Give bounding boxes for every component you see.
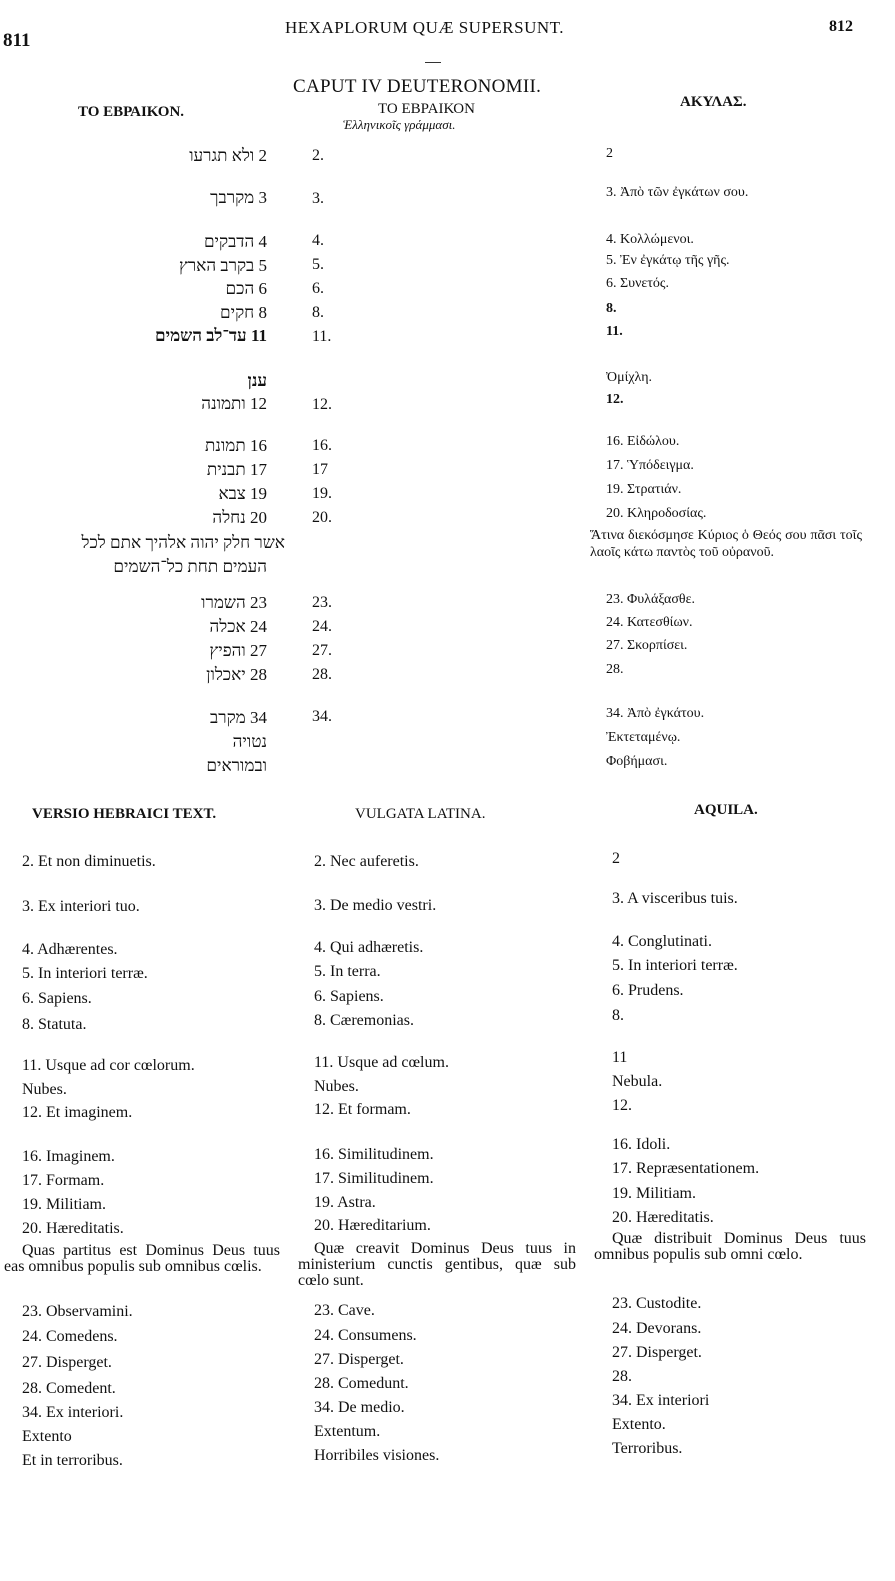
aquila-greek-row: Ὀμίχλη. [606, 370, 653, 385]
aquila-greek-row: Φοβήμασι. [606, 754, 668, 769]
vulgata-row: 11. Usque ad cœlum. [314, 1054, 449, 1071]
hebrew-row: 2 ולא תגרעו [189, 146, 267, 165]
aquila-latin-row: 3. A visceribus tuis. [612, 890, 738, 907]
versio-row: 4. Adhærentes. [22, 941, 118, 958]
hebrew-row: 3 מקרבך [210, 188, 267, 207]
hebrew-row: 16 תמונת [205, 436, 267, 455]
aquila-greek-row: 24. Κατεσθίων. [606, 615, 693, 630]
hebrew-row: 27 והפיץ [209, 641, 267, 660]
hebrew-row: ובמוראים [206, 756, 267, 775]
aquila-greek-row: 34. Ἀπὸ ἐγκάτου. [606, 706, 705, 721]
title-rule [425, 62, 441, 63]
vulgata-column-header: VULGATA LATINA. [355, 806, 486, 822]
aquila-greek-row: 8. [606, 301, 617, 316]
translit-row: 27. [312, 642, 332, 659]
translit-row: 12. [312, 396, 332, 413]
aquila-latin-row: 2 [612, 850, 620, 867]
vulgata-row: 20. Hæreditarium. [314, 1217, 431, 1234]
aquila-greek-row: 28. [606, 662, 624, 677]
vulgata-row: 24. Consumens. [314, 1327, 417, 1344]
translit-row: 20. [312, 509, 332, 526]
aquila-greek-column-header: ΑΚΥΛΑΣ. [680, 94, 747, 110]
translit-row: 19. [312, 485, 332, 502]
translit-row: 11. [312, 328, 332, 345]
versio-row: 12. Et imaginem. [22, 1104, 133, 1121]
aquila-latin-row: 17. Repræsentationem. [612, 1160, 760, 1177]
aquila-latin-row: 12. [612, 1097, 632, 1114]
caput-title: CAPUT IV DEUTERONOMII. [293, 76, 542, 97]
versio-row: 5. In interiori terræ. [22, 965, 148, 982]
vulgata-row: 27. Disperget. [314, 1351, 404, 1368]
aquila-latin-row: Terroribus. [612, 1440, 683, 1457]
vulgata-row: 6. Sapiens. [314, 988, 384, 1005]
versio-row: 28. Comedent. [22, 1380, 116, 1397]
aquila-latin-row: 11 [612, 1049, 628, 1066]
aquila-latin-row: 28. [612, 1368, 632, 1385]
versio-row: 16. Imaginem. [22, 1148, 115, 1165]
vulgata-row: Extentum. [314, 1423, 381, 1440]
versio-row: 6. Sapiens. [22, 990, 92, 1007]
aquila-latin-row: 8. [612, 1007, 624, 1024]
aquila-greek-row: 27. Σκορπίσει. [606, 638, 688, 653]
versio-row: Extento [22, 1428, 72, 1445]
aquila-latin-passage: Quæ distribuit Dominus Deus tuus omnibus populis sub omni cœlo. [594, 1230, 866, 1263]
versio-passage: Quas partitus est Dominus Deus tuus eas omnibus populis sub omnibus cœlis. [4, 1242, 280, 1275]
hebrew-row: 28 יאכלון [206, 665, 267, 684]
vulgata-passage: Quæ creavit Dominus Deus tuus in ministerium cunctis gentibus, quæ sub cœlo sunt. [298, 1240, 576, 1289]
aquila-greek-row: 3. Ἀπὸ τῶν ἐγκάτων σου. [606, 185, 749, 200]
versio-row: 23. Observamini. [22, 1303, 133, 1320]
hebrew-row: ענן [247, 371, 267, 390]
vulgata-row: Nubes. [314, 1078, 359, 1095]
translit-row: 6. [312, 280, 324, 297]
vulgata-row: 8. Cæremonias. [314, 1012, 414, 1029]
hebrew-row: 17 תבנית [206, 460, 267, 479]
aquila-latin-column-header: AQUILA. [694, 802, 758, 818]
aquila-greek-row: 11. [606, 324, 623, 339]
vulgata-row: 5. In terra. [314, 963, 381, 980]
versio-row: 8. Statuta. [22, 1016, 87, 1033]
versio-row: 11. Usque ad cor cœlorum. [22, 1057, 195, 1074]
vulgata-row: 19. Astra. [314, 1194, 376, 1211]
translit-row: 28. [312, 666, 332, 683]
hebrew-row: 24 אכלה [209, 617, 267, 636]
aquila-latin-row: 16. Idoli. [612, 1136, 671, 1153]
vulgata-row: 23. Cave. [314, 1302, 375, 1319]
vulgata-row: 4. Qui adhæretis. [314, 939, 424, 956]
hebrew-row: 6 הכם [225, 279, 267, 298]
aquila-greek-row: 2 [606, 146, 613, 161]
hebrew-column-header: ΤΟ ΕΒΡΑΙΚΟΝ. [78, 104, 185, 120]
vulgata-row: Horribiles visiones. [314, 1447, 440, 1464]
translit-row: 3. [312, 190, 324, 207]
running-title: HEXAPLORUM QUÆ SUPERSUNT. [285, 18, 565, 37]
hebrew-row: אשר חלק יהוה אלהיך אתם לכל [81, 533, 285, 552]
hebrew-row: 5 בקרב הארץ [178, 256, 267, 275]
versio-row: Nubes. [22, 1081, 67, 1098]
aquila-greek-row: 5. Ἐν ἐγκάτῳ τῆς γῆς. [606, 253, 730, 268]
hebrew-row: 23 השמרו [201, 593, 267, 612]
translit-row: 5. [312, 256, 324, 273]
vulgata-row: 28. Comedunt. [314, 1375, 409, 1392]
hebrew-row: העמים תחת כל־השמים [113, 557, 267, 576]
hebrew-row: 34 מקרב [210, 708, 267, 727]
versio-row: 17. Formam. [22, 1172, 105, 1189]
aquila-latin-row: Nebula. [612, 1073, 663, 1090]
aquila-latin-row: 6. Prudens. [612, 982, 684, 999]
aquila-latin-row: 23. Custodite. [612, 1295, 702, 1312]
translit-column-header: ΤΟ ΕΒΡΑΙΚΟΝ [378, 101, 475, 117]
aquila-latin-row: 4. Conglutinati. [612, 933, 712, 950]
translit-row: 17 [312, 461, 328, 478]
aquila-greek-row: 17. Ὑπόδειγμα. [606, 458, 694, 473]
aquila-latin-row: 24. Devorans. [612, 1320, 702, 1337]
translit-row: 23. [312, 594, 332, 611]
translit-column-subheader: Ἑλληνικοῖς γράμμασι. [343, 117, 456, 132]
translit-row: 34. [312, 708, 332, 725]
vulgata-row: 17. Similitudinem. [314, 1170, 434, 1187]
aquila-greek-row: Ἐκτεταμένῳ. [606, 730, 681, 745]
vulgata-row: 34. De medio. [314, 1399, 405, 1416]
page-number-right: 812 [829, 18, 853, 35]
versio-column-header: VERSIO HEBRAICI TEXT. [32, 806, 217, 822]
aquila-latin-row: 34. Ex interiori [612, 1392, 710, 1409]
aquila-greek-row: 4. Κολλώμενοι. [606, 232, 694, 247]
aquila-latin-row: 27. Disperget. [612, 1344, 702, 1361]
translit-row: 4. [312, 232, 324, 249]
vulgata-row: 12. Et formam. [314, 1101, 411, 1118]
page-number-left: 811 [3, 30, 31, 51]
versio-row: 34. Ex interiori. [22, 1404, 124, 1421]
aquila-greek-row: 16. Εἰδώλου. [606, 434, 680, 449]
versio-row: 3. Ex interiori tuo. [22, 898, 140, 915]
hebrew-row: 19 צבא [218, 484, 267, 503]
hebrew-row: 12 ותמונה [201, 394, 267, 413]
aquila-greek-row: 20. Κληροδοσίας. [606, 506, 707, 521]
translit-row: 2. [312, 147, 324, 164]
versio-row: Et in terroribus. [22, 1452, 123, 1469]
aquila-latin-row: 20. Hæreditatis. [612, 1209, 714, 1226]
hebrew-row: 11 עד־לב השמים [155, 326, 267, 345]
aquila-greek-row: 23. Φυλάξασθε. [606, 592, 695, 607]
aquila-latin-row: 19. Militiam. [612, 1185, 696, 1202]
vulgata-row: 2. Nec auferetis. [314, 853, 419, 870]
aquila-greek-row: 12. [606, 392, 624, 407]
hebrew-row: 4 הדבקים [203, 232, 267, 251]
hebrew-row: 8 חקים [220, 303, 267, 322]
translit-row: 24. [312, 618, 332, 635]
translit-row: 16. [312, 437, 332, 454]
hebrew-row: נטויה [232, 732, 267, 751]
versio-row: 20. Hæreditatis. [22, 1220, 124, 1237]
aquila-greek-row: 19. Στρατιάν. [606, 482, 682, 497]
aquila-greek-passage: Ἅτινα διεκόσμησε Κύριος ὁ Θεός σου πᾶσι τοῖς λαοῖς κάτω παντὸς τοῦ οὐρανοῦ. [590, 528, 862, 560]
aquila-greek-row: 6. Συνετός. [606, 276, 669, 291]
aquila-latin-row: Extento. [612, 1416, 666, 1433]
versio-row: 2. Et non diminuetis. [22, 853, 156, 870]
vulgata-row: 16. Similitudinem. [314, 1146, 434, 1163]
versio-row: 24. Comedens. [22, 1328, 118, 1345]
translit-row: 8. [312, 304, 324, 321]
versio-row: 27. Disperget. [22, 1354, 112, 1371]
hebrew-row: 20 נחלה [212, 508, 267, 527]
vulgata-row: 3. De medio vestri. [314, 897, 437, 914]
aquila-latin-row: 5. In interiori terræ. [612, 957, 738, 974]
versio-row: 19. Militiam. [22, 1196, 106, 1213]
